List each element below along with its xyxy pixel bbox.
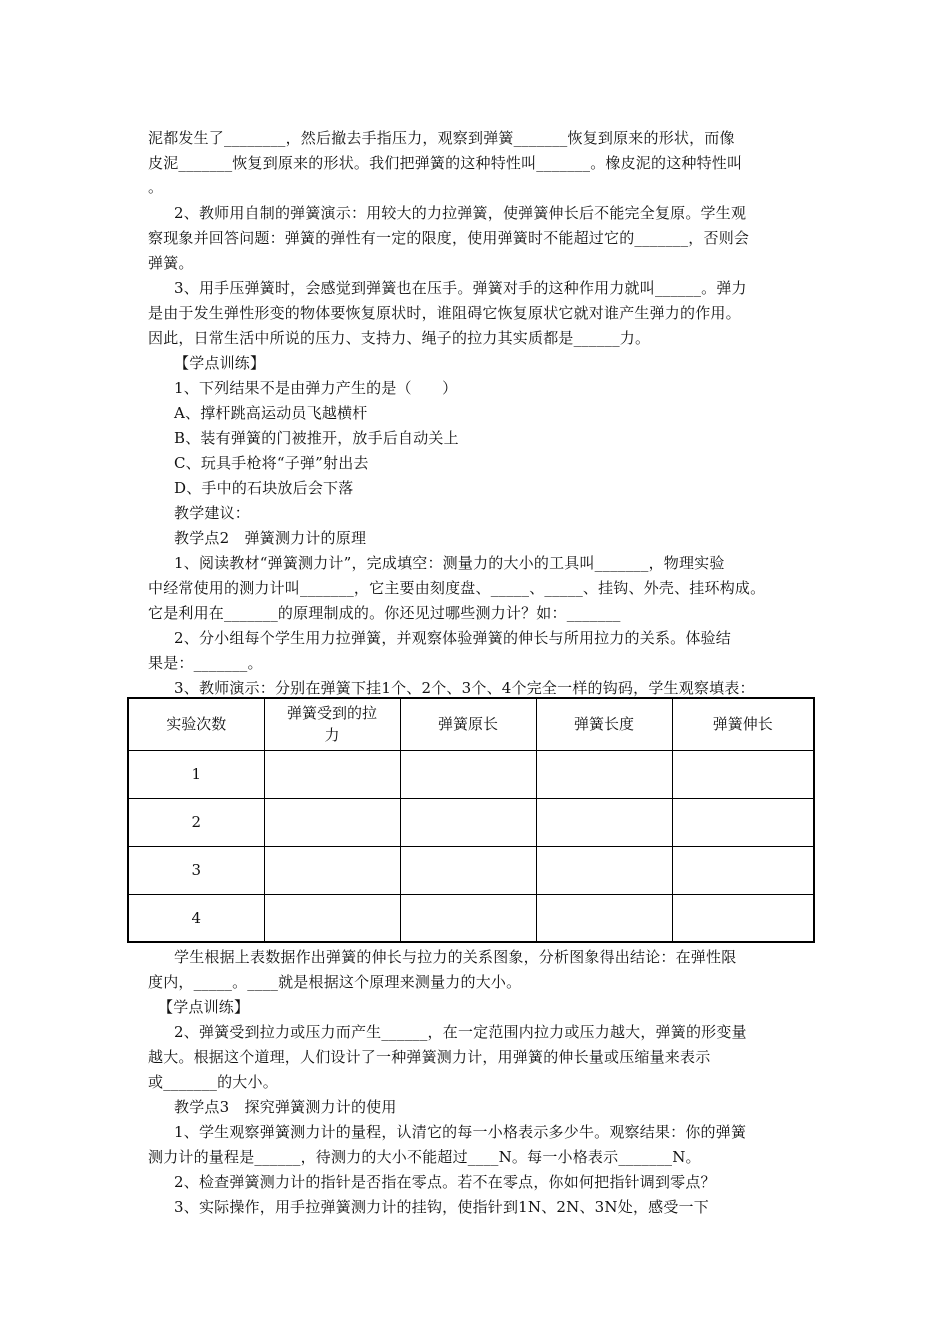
blank-cell[interactable] [264,894,400,942]
teaching-suggestion: 教学建议： [174,504,251,522]
table-header-cell: 弹簧原长 [400,698,536,750]
table-header-cell: 弹簧长度 [536,698,672,750]
text-line: 3、用手压弹簧时，会感觉到弹簧也在压手。弹簧对手的这种作用力就叫______。弹力 [174,279,747,297]
trial-number-cell: 4 [128,894,264,942]
text-line: 因此，日常生活中所说的压力、支持力、绳子的拉力其实质都是______力。 [148,329,651,347]
table-header-cell: 弹簧伸长 [672,698,814,750]
blank-cell[interactable] [672,894,814,942]
text-line: 泥都发生了________，然后撤去手指压力，观察到弹簧_______恢复到原来的形状，而像 [148,129,735,147]
text-line: 3、教师演示：分别在弹簧下挂1个、2个、3个、4个完全一样的钩码，学生观察填表： [174,679,755,697]
table-header-cell: 实验次数 [128,698,264,750]
trial-number-cell: 2 [128,798,264,846]
blank-cell[interactable] [672,846,814,894]
section-heading: 教学点2 弹簧测力计的原理 [174,529,367,547]
text-line: 2、分小组每个学生用力拉弹簧，并观察体验弹簧的伸长与所用拉力的关系。体验结 [174,629,731,647]
section-heading: 【学点训练】 [174,354,266,372]
text-line: 2、弹簧受到拉力或压力而产生______，在一定范围内拉力或压力越大，弹簧的形变量 [174,1023,747,1041]
blank-cell[interactable] [536,750,672,798]
text-line: 度内，_____。____就是根据这个原理来测量力的大小。 [148,973,522,991]
blank-cell[interactable] [536,894,672,942]
text-line: 3、实际操作，用手拉弹簧测力计的挂钩，使指针到1N、2N、3N处，感受一下 [174,1198,709,1216]
blank-cell[interactable] [400,798,536,846]
blank-cell[interactable] [536,798,672,846]
text-line: 察现象并回答问题：弹簧的弹性有一定的限度，使用弹簧时不能超过它的_______，否则会 [148,229,750,247]
option-c: C、玩具手枪将“子弹”射出去 [174,454,369,472]
section-heading: 教学点3 探究弹簧测力计的使用 [174,1098,397,1116]
experiment-table [127,697,815,943]
text-line: 果是：_______。 [148,654,263,672]
blank-cell[interactable] [264,846,400,894]
option-b: B、装有弹簧的门被推开，放手后自动关上 [174,429,459,447]
trial-number-cell: 3 [128,846,264,894]
blank-cell[interactable] [536,846,672,894]
text-line: 学生根据上表数据作出弹簧的伸长与拉力的关系图象，分析图象得出结论：在弹性限 [174,948,737,966]
blank-cell[interactable] [264,798,400,846]
text-line: 是由于发生弹性形变的物体要恢复原状时，谁阻碍它恢复原状它就对谁产生弹力的作用。 [148,304,741,322]
text-line: 1、阅读教材“弹簧测力计”，完成填空：测量力的大小的工具叫_______，物理实验 [174,554,725,572]
table-row [128,846,814,894]
text-line: 皮泥_______恢复到原来的形状。我们把弹簧的这种特性叫_______。橡皮泥的这种特性叫 [148,154,743,172]
blank-cell[interactable] [672,750,814,798]
table-header-row [128,698,814,750]
text-line: 2、教师用自制的弹簧演示：用较大的力拉弹簧，使弹簧伸长后不能完全复原。学生观 [174,204,747,222]
text-line: 中经常使用的测力计叫_______，它主要由刻度盘、_____、_____、挂钩、外壳、挂环构成。 [148,579,766,597]
text-line: 2、检查弹簧测力计的指针是否指在零点。若不在零点，你如何把指针调到零点？ [174,1173,716,1191]
text-line: 1、学生观察弹簧测力计的量程，认清它的每一小格表示多少牛。观察结果：你的弹簧 [174,1123,747,1141]
text-line: 它是利用在_______的原理制成的。你还见过哪些测力计？如：_______ [148,604,621,622]
option-a: A、撑杆跳高运动员飞越横杆 [174,404,368,422]
text-line: 测力计的量程是______，待测力的大小不能超过____N。每一小格表示_______N。 [148,1148,701,1166]
blank-cell[interactable] [672,798,814,846]
table-row [128,750,814,798]
section-heading: 【学点训练】 [158,998,250,1016]
question-text: 1、下列结果不是由弹力产生的是（ ） [174,379,458,397]
blank-cell[interactable] [400,846,536,894]
text-line: 。 [148,178,164,196]
option-d: D、手中的石块放后会下落 [174,479,354,497]
trial-number-cell: 1 [128,750,264,798]
blank-cell[interactable] [400,750,536,798]
text-line: 或_______的大小。 [148,1073,278,1091]
blank-cell[interactable] [400,894,536,942]
table-row [128,798,814,846]
table-row [128,894,814,942]
text-line: 弹簧。 [148,254,194,272]
text-line: 越大。根据这个道理，人们设计了一种弹簧测力计，用弹簧的伸长量或压缩量来表示 [148,1048,711,1066]
blank-cell[interactable] [264,750,400,798]
table-header-cell: 弹簧受到的拉力 [264,698,400,750]
